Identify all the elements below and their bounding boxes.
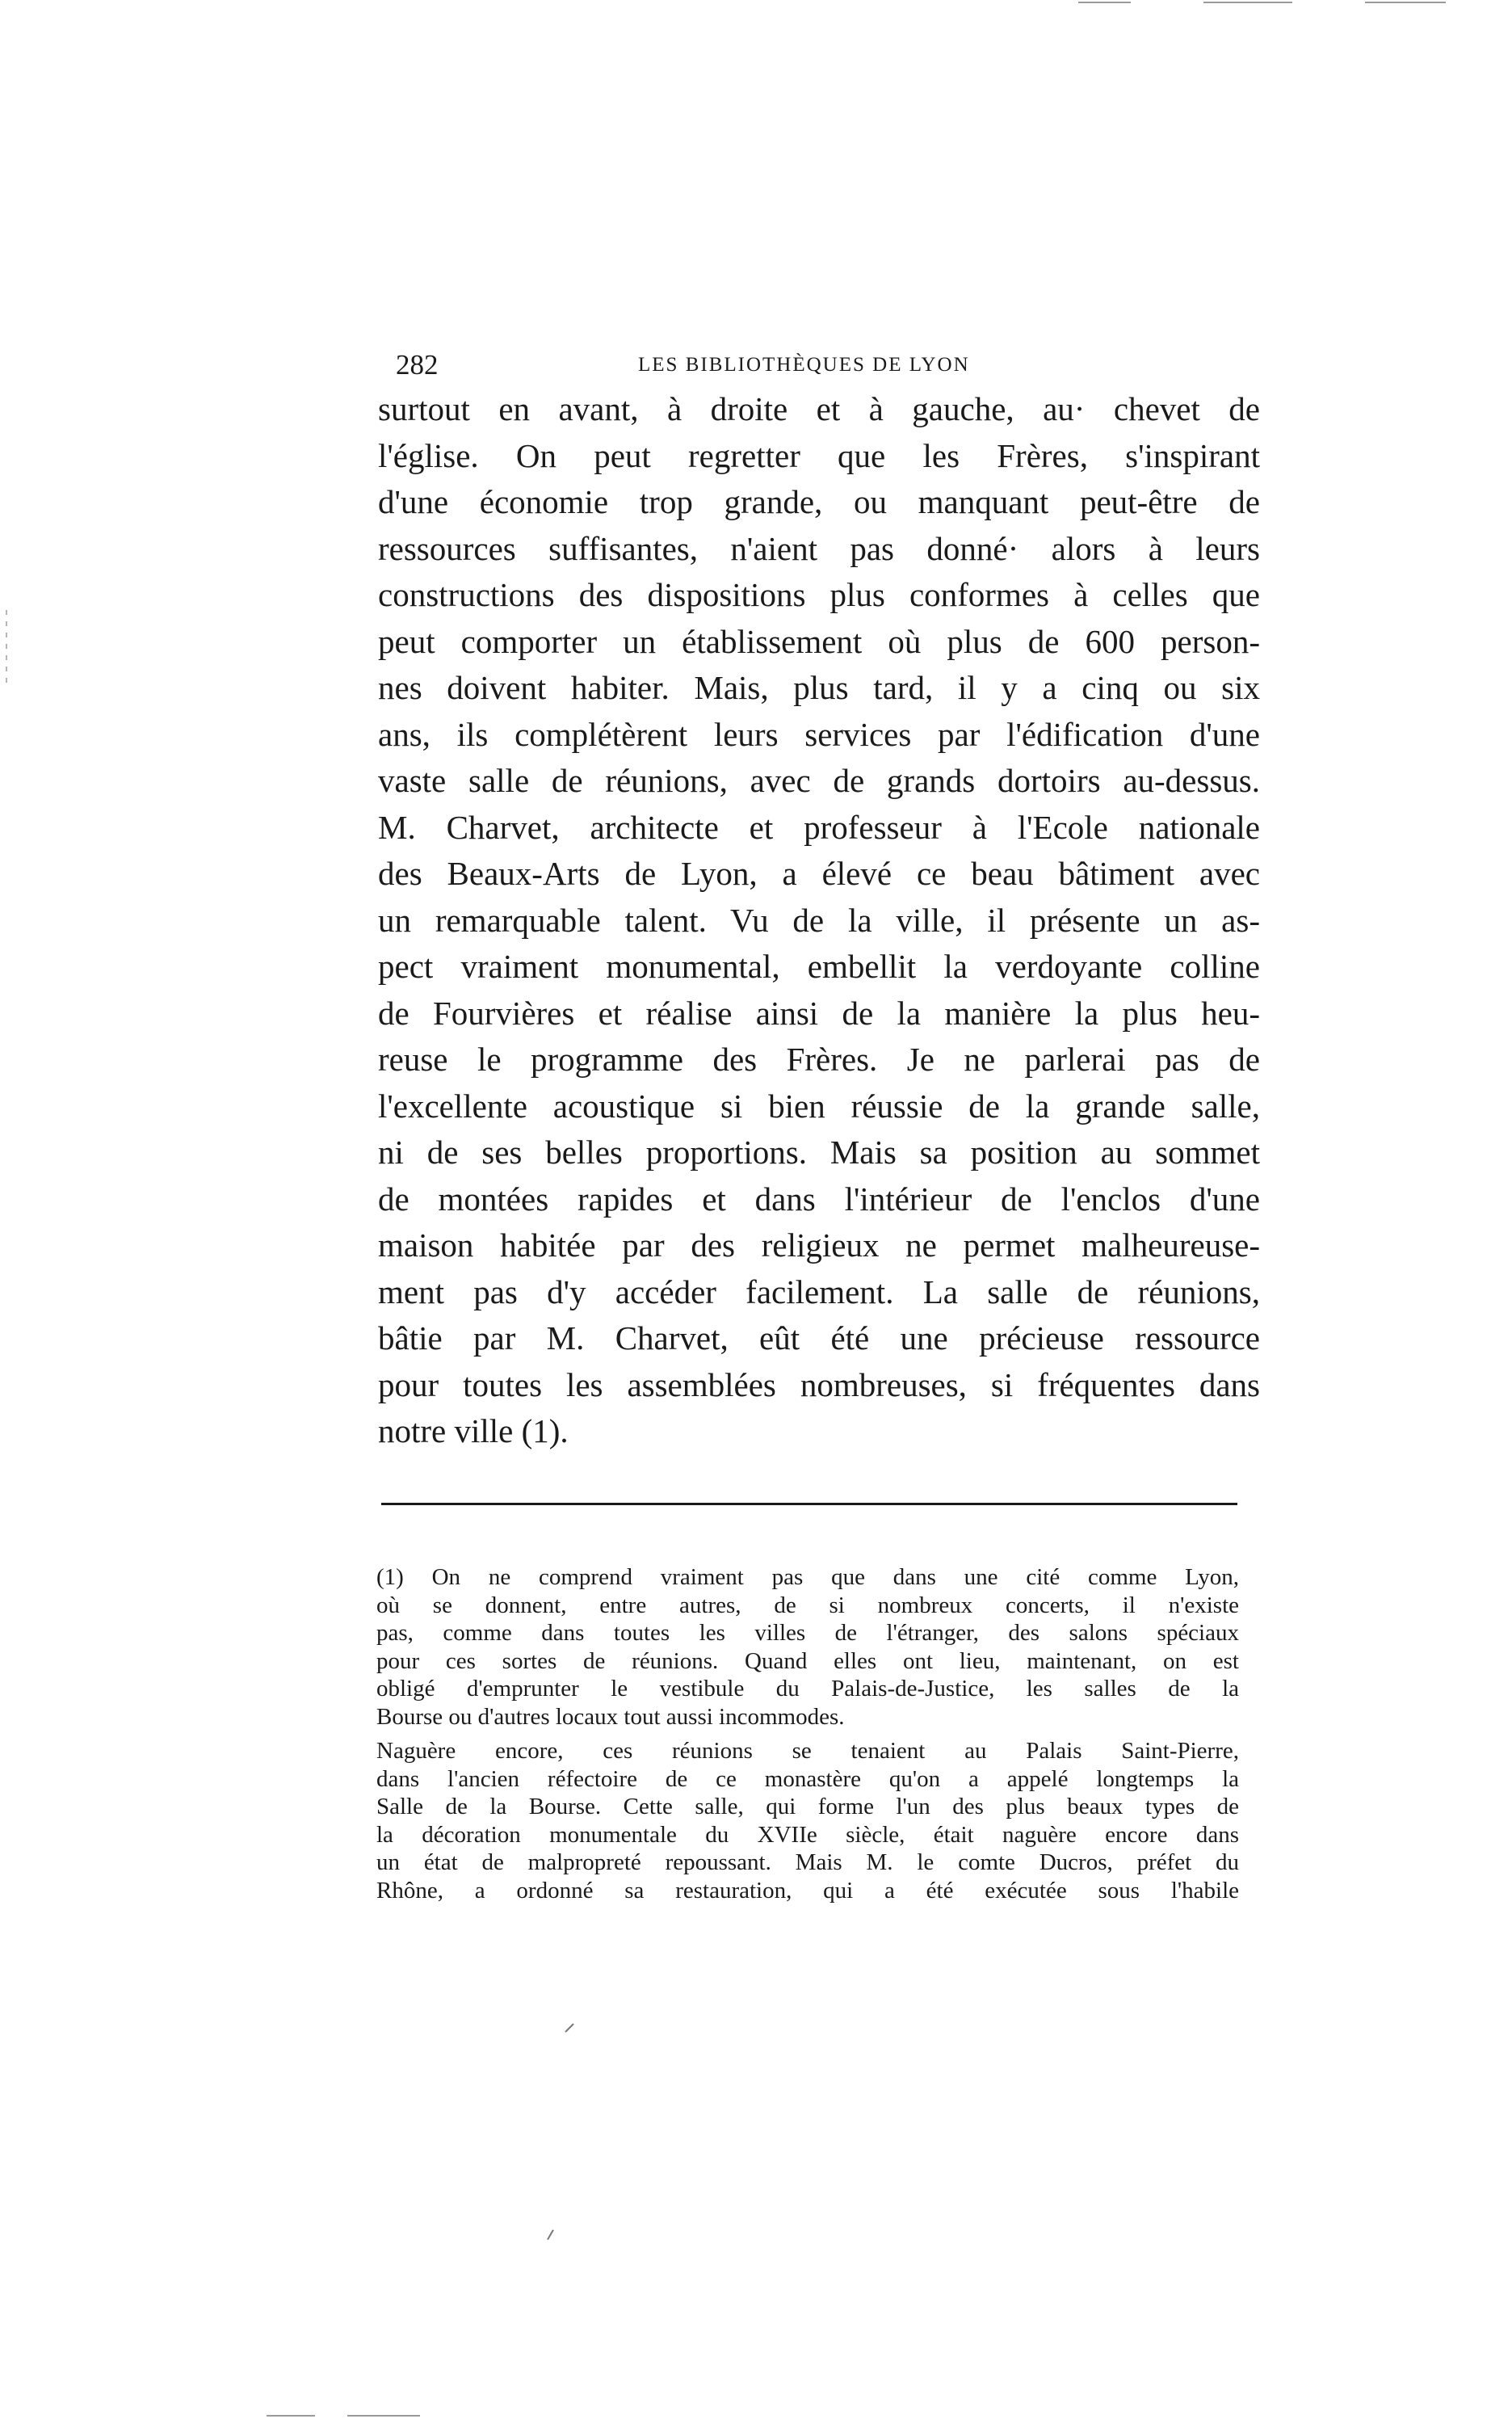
footnote-line: obligé d'emprunter le vestibule du Palais-de-Justice, les salles de la — [376, 1676, 1239, 1702]
text-line: ni de ses belles proportions. Mais sa position au sommet — [378, 1134, 1260, 1171]
footnote-line: pas, comme dans toutes les villes de l'étranger, des salons spéciaux — [376, 1620, 1239, 1646]
footnote-line: la décoration monumentale du XVIIe siècle, était naguère encore dans — [376, 1821, 1239, 1848]
footnote-separator — [381, 1503, 1237, 1505]
scan-mark — [548, 2230, 553, 2240]
page-header — [396, 349, 1260, 381]
text-line: de Fourvières et réalise ainsi de la manière la plus heu- — [378, 994, 1260, 1032]
text-line: surtout en avant, à droite et à gauche, au· chevet de — [378, 390, 1260, 427]
footnote-line: dans l'ancien réfectoire de ce monastère qu'on a appelé longtemps la — [376, 1765, 1239, 1792]
text-line: de montées rapides et dans l'intérieur de l'enclos d'une — [378, 1180, 1260, 1218]
running-title: LES BIBLIOTHÈQUES DE LYON — [638, 354, 970, 376]
footnote-line: où se donnent, entre autres, de si nombreux concerts, il n'existe — [376, 1592, 1239, 1618]
footnote-line: un état de malpropreté repoussant. Mais M. le comte Ducros, préfet du — [376, 1849, 1239, 1875]
text-line: reuse le programme des Frères. Je ne parlerai pas de — [378, 1041, 1260, 1078]
footnote-gap — [376, 1731, 1239, 1737]
footnotes — [376, 1563, 1239, 1904]
page-number: 282 — [396, 349, 439, 381]
text-line: M. Charvet, architecte et professeur à l'Ecole nationale — [378, 808, 1260, 846]
footnote-line: Bourse ou d'autres locaux tout aussi incommodes. — [376, 1703, 845, 1730]
text-line: peut comporter un établissement où plus de 600 person- — [378, 622, 1260, 660]
text-line: un remarquable talent. Vu de la ville, il présente un as- — [378, 901, 1260, 939]
text-line: ment pas d'y accéder facilement. La salle de réunions, — [378, 1272, 1260, 1310]
main-text — [378, 386, 1260, 1455]
footnote-line: Salle de la Bourse. Cette salle, qui forme l'un des plus beaux types de — [376, 1794, 1239, 1819]
text-line: nes doivent habiter. Mais, plus tard, il y a cinq ou six — [378, 669, 1260, 706]
text-line: l'excellente acoustique si bien réussie de la grande salle, — [378, 1087, 1260, 1125]
text-line: ans, ils complétèrent leurs services par l'édification d'une — [378, 715, 1260, 753]
scan-mark — [565, 2024, 573, 2032]
text-line: notre ville (1). — [378, 1412, 569, 1449]
text-line: vaste salle de réunions, avec de grands dortoirs au-dessus. — [378, 762, 1260, 799]
footnote-line: pour ces sortes de réunions. Quand elles ont lieu, maintenant, on est — [376, 1647, 1239, 1674]
footnote-line: (1) On ne comprend vraiment pas que dans une cité comme Lyon, — [376, 1564, 1239, 1590]
text-line: d'une économie trop grande, ou manquant peut-être de — [378, 483, 1260, 520]
text-line: constructions des dispositions plus conformes à celles que — [378, 576, 1260, 613]
text-line: bâtie par M. Charvet, eût été une précieuse ressource — [378, 1319, 1260, 1357]
text-line: maison habitée par des religieux ne permet malheureuse- — [378, 1226, 1260, 1264]
text-line: ressources suffisantes, n'aient pas donné· alors à leurs — [378, 529, 1260, 567]
footnote-line: Rhône, a ordonné sa restauration, qui a été exécutée sous l'habile — [376, 1877, 1239, 1903]
text-line: pour toutes les assemblées nombreuses, si fréquentes dans — [378, 1365, 1260, 1403]
text-line: des Beaux-Arts de Lyon, a élevé ce beau bâtiment avec — [378, 855, 1260, 892]
text-line: pect vraiment monumental, embellit la verdoyante colline — [378, 948, 1260, 985]
footnote-line: Naguère encore, ces réunions se tenaient au Palais Saint-Pierre, — [376, 1738, 1239, 1764]
text-line: l'église. On peut regretter que les Frères, s'inspirant — [378, 436, 1260, 474]
